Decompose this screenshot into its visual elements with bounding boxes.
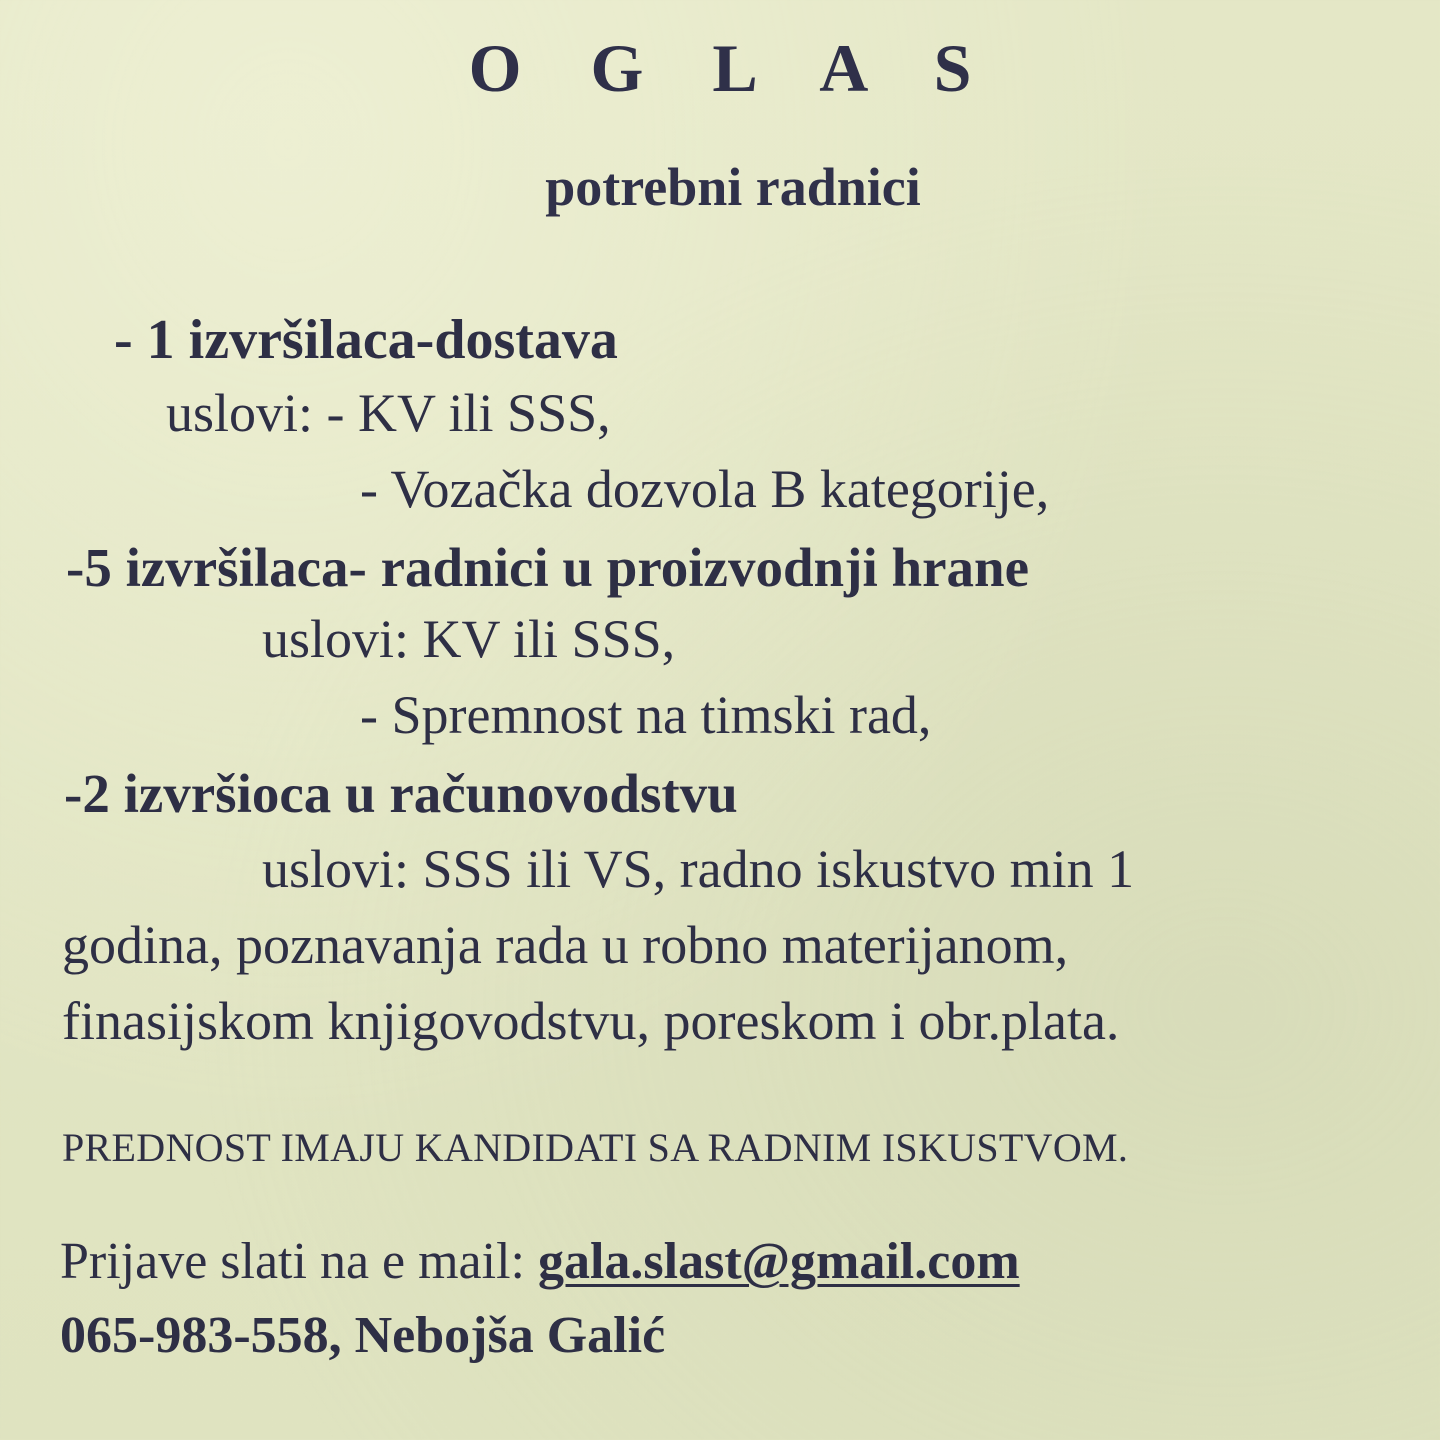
position-condition: - Spremnost na timski rad, <box>360 685 932 745</box>
application-line <box>60 1233 1020 1290</box>
position-heading-delivery: - 1 izvršilaca-dostava <box>114 309 618 371</box>
position-condition: uslovi: SSS ili VS, radno iskustvo min 1 <box>262 839 1135 899</box>
position-condition: - Vozačka dozvola B kategorije, <box>360 459 1050 519</box>
position-heading-food-production: -5 izvršilaca- radnici u proizvodnji hrane <box>66 537 1029 598</box>
position-condition: uslovi: - KV ili SSS, <box>166 383 611 443</box>
position-condition: finasijskom knjigovodstvu, poreskom i obr.plata. <box>62 991 1120 1051</box>
contact-line: 065-983-558, Nebojša Galić <box>60 1307 666 1364</box>
experience-note: PREDNOST IMAJU KANDIDATI SA RADNIM ISKUSTVOM. <box>62 1125 1129 1170</box>
notice-subtitle: potrebni radnici <box>545 157 921 217</box>
application-label: Prijave slati na e mail: <box>60 1233 538 1290</box>
email-link[interactable]: gala.slast@gmail.com <box>537 1233 1020 1290</box>
position-condition: uslovi: KV ili SSS, <box>262 609 676 669</box>
notice-title: O G L A S <box>468 30 998 106</box>
position-condition: godina, poznavanja rada u robno materijanom, <box>62 915 1069 975</box>
position-heading-accounting: -2 izvršioca u računovodstvu <box>64 763 738 824</box>
